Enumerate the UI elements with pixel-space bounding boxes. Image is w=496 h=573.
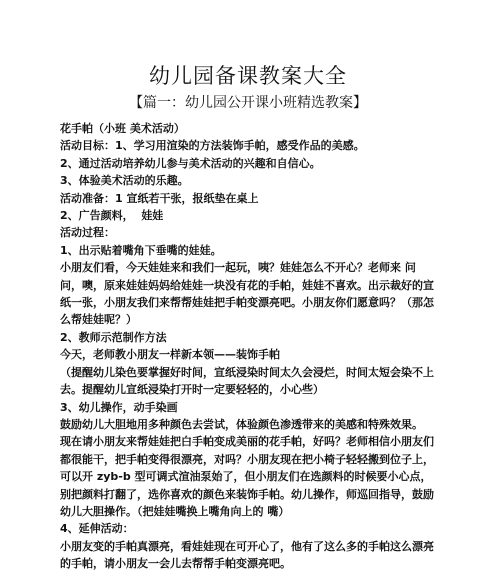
text-paragraph: 现在请小朋友来帮娃娃把白手帕变成美丽的花手帕，好吗？老师相信小朋友们都很能干，把手帕变得很漂亮，对吗？小朋友现在把小椅子轻轻搬到位子上，可以开 zyb-b 型可调式渲油泵始了，但小朋友们在选颜料的时候要小心点，别把颜料打翻了，选你喜欢的颜色来装饰手帕。幼儿操作，师巡回指导，鼓励幼儿大胆操作。（把娃娃嘴换上嘴角向上的 嘴） — [60, 435, 434, 518]
text-line: 2、教师示范制作方法 — [60, 330, 167, 344]
page-subtitle: 【篇一：幼儿园公开课小班精选教案】 — [129, 95, 367, 111]
text-line: 2、广告颜料， 娃娃 — [60, 209, 164, 223]
text-line: 活动目标：1、学习用渲染的方法装饰手帕，感受作品的美感。 — [60, 139, 365, 153]
text-line: 活动过程： — [60, 226, 115, 240]
text-line: 花手帕（小班 美术活动） — [60, 122, 185, 135]
text-line: 活动准备：1 宣纸若干张，报纸垫在桌上 — [60, 191, 259, 205]
document-body — [60, 120, 436, 573]
page-title: 幼儿园备课教案大全 — [149, 64, 347, 88]
text-line: 2、通过活动培养幼儿参与美术活动的兴趣和自信心。 — [60, 156, 321, 170]
text-paragraph: （提醒幼儿染色要掌握好时间，宣纸浸染时间太久会浸烂，时间太短会染不上去。提醒幼儿宣纸浸染打开时一定要轻轻的，小心些） — [60, 365, 434, 397]
text-paragraph: 小朋友变的手帕真漂亮，看娃娃现在可开心了，他有了这么多的手帕这么漂亮的手帕，请小朋友一会儿去帮帮手帕变漂亮吧。 — [60, 539, 434, 571]
text-line: 今天，老师教小朋友一样新本领——装饰手帕 — [60, 348, 280, 362]
text-paragraph: 小朋友们看，今天娃娃来和我们一起玩，咦？娃娃怎么不开心？老师来 问问，噢，原来娃娃妈妈给娃娃一块没有花的手帕，娃娃不喜欢。出示裁好的宣纸一张，小朋友我们来帮帮娃娃把手帕变漂亮吧。小朋友你们愿意吗？（那怎么帮娃娃呢？） — [60, 261, 434, 327]
text-line: 4、延伸活动： — [60, 522, 134, 536]
text-line: 3、体验美术活动的乐趣。 — [60, 174, 189, 188]
text-line: 1、出示贴着嘴角下垂嘴的娃娃。 — [60, 243, 222, 257]
text-line: 3、幼儿操作，动手染画 — [60, 400, 178, 414]
text-paragraph: 鼓励幼儿大胆地用多种颜色去尝试，体验颜色渗透带来的美感和特殊效果。 — [60, 417, 423, 431]
